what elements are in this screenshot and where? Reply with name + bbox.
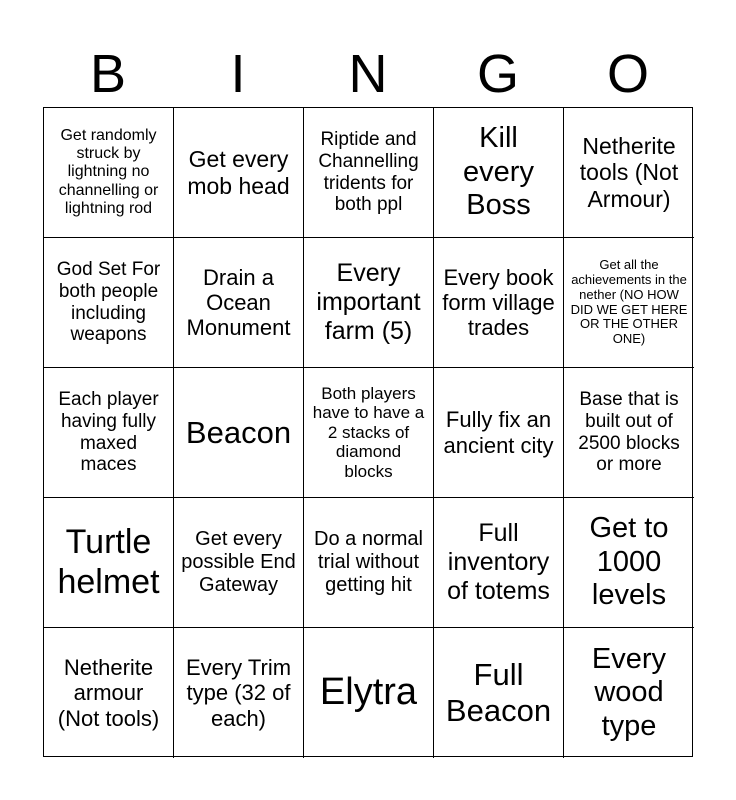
bingo-cell[interactable] <box>564 498 694 628</box>
cell-text: Beacon <box>185 414 292 450</box>
bingo-cell[interactable] <box>44 498 174 628</box>
bingo-cell[interactable] <box>174 238 304 368</box>
cell-text: Get all the achievements in the nether (NO HOW DID WE GET HERE OR THE OTHER ONE) <box>570 256 688 347</box>
cell-text: Elytra <box>319 671 418 714</box>
cell-text: Each player having fully maxed maces <box>58 388 159 476</box>
cell-text: Get every mob head <box>187 146 290 199</box>
bingo-cell[interactable] <box>564 628 694 758</box>
header-letter-i: I <box>230 44 246 104</box>
bingo-cell[interactable] <box>44 238 174 368</box>
bingo-cell[interactable] <box>564 108 694 238</box>
cell-text: Both players have to have a 2 stacks of diamond blocks <box>312 383 425 481</box>
cell-text: Get every possible End Gateway <box>181 528 296 596</box>
bingo-cell[interactable] <box>44 368 174 498</box>
cell-text: Every book form village trades <box>442 264 555 341</box>
cell-text: Every wood type <box>591 642 667 742</box>
header-letter-n: N <box>348 44 388 104</box>
bingo-cell[interactable] <box>304 368 434 498</box>
bingo-cell[interactable] <box>434 498 564 628</box>
header-letter-o: O <box>606 44 649 104</box>
cell-text: Turtle helmet <box>57 523 160 601</box>
bingo-grid <box>43 107 693 757</box>
cell-text: Netherite armour (Not tools) <box>57 655 160 731</box>
bingo-cell[interactable] <box>174 368 304 498</box>
bingo-cell[interactable] <box>434 628 564 758</box>
bingo-cell[interactable] <box>304 498 434 628</box>
bingo-cell[interactable] <box>304 238 434 368</box>
cell-text: Drain a Ocean Monument <box>186 264 291 341</box>
cell-text: Every important farm (5) <box>316 259 421 345</box>
cell-text: God Set For both people including weapons <box>56 258 161 346</box>
cell-text: Riptide and Channelling tridents for both ppl <box>318 128 419 216</box>
bingo-header <box>43 40 693 108</box>
cell-text: Base that is built out of 2500 blocks or more <box>578 388 680 476</box>
cell-text: Get randomly struck by lightning no channelling or lightning rod <box>58 126 159 218</box>
bingo-cell[interactable] <box>434 368 564 498</box>
bingo-cell[interactable] <box>304 628 434 758</box>
cell-text: Full inventory of totems <box>447 519 550 605</box>
bingo-cell[interactable] <box>174 108 304 238</box>
bingo-cell[interactable] <box>564 238 694 368</box>
bingo-cell[interactable] <box>564 368 694 498</box>
bingo-cell[interactable] <box>174 628 304 758</box>
cell-text: Do a normal trial without getting hit <box>314 528 423 596</box>
cell-text: Get to 1000 levels <box>589 512 669 612</box>
cell-text: Fully fix an ancient city <box>443 407 554 458</box>
bingo-cell[interactable] <box>174 498 304 628</box>
bingo-cell[interactable] <box>434 238 564 368</box>
header-letter-g: G <box>476 44 519 104</box>
header-letter-b: B <box>89 44 127 104</box>
cell-text: Full Beacon <box>445 657 552 728</box>
cell-text: Every Trim type (32 of each) <box>185 655 292 731</box>
bingo-cell[interactable] <box>44 108 174 238</box>
cell-text: Kill every Boss <box>463 122 534 222</box>
bingo-cell[interactable] <box>304 108 434 238</box>
bingo-cell[interactable] <box>44 628 174 758</box>
bingo-cell[interactable] <box>434 108 564 238</box>
cell-text: Netherite tools (Not Armour) <box>579 132 679 212</box>
